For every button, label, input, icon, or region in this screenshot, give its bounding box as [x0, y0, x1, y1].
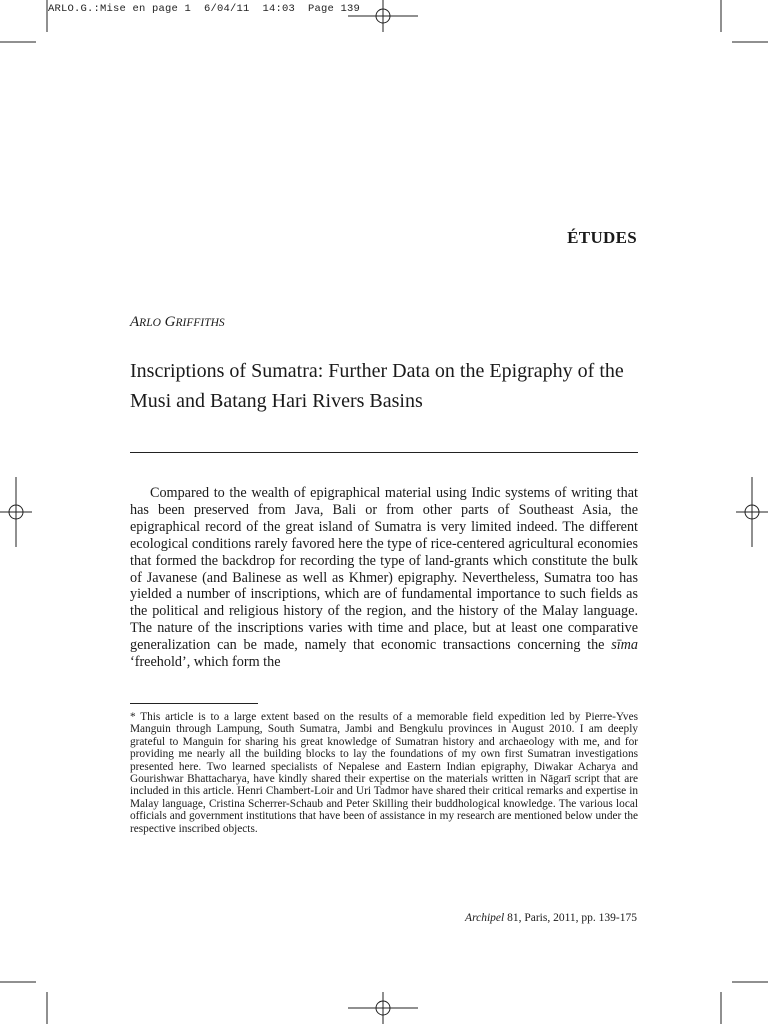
italic-term: sīma [611, 637, 638, 654]
author-last-rest: RIFFITHS [175, 317, 225, 329]
registration-mark-right [736, 477, 768, 547]
footnote: * This article is to a large extent based on the results of a memorable field expedition led by Pierre-Yves Manguin through Lampung, South Sumatra, Jambi and Bengkulu provinces in August 2010. I am deeply grateful to Manguin for sharing his great knowledge of Sumatran history and archaeology with me, and for providing me nearly all the building blocks to lay the foundations of my own first Sumatran investigations presented here. Two learned specialists of Nepalese and Eastern Indian epigraphy, Diwakar Acharya and Gourishwar Bhattacharya, have kindly shared their expertise on the materials written in Nāgarī script that are included in this article. Henri Chambert-Loir and Uri Tadmor have shared their critical remarks and expertise in Malay language, Cristina Scherrer-Schaub and Peter Skilling their buddhological knowledge. The various local officials and government institutions that have been of assistance in my research are mentioned below under the respective inscribed objects. [130, 711, 638, 835]
body-paragraph [130, 485, 638, 671]
author-first-rest: RLO [139, 317, 161, 329]
article-title: Inscriptions of Sumatra: Further Data on the Epigraphy of the Musi and Batang Hari Rivers Basins [130, 360, 624, 412]
section-heading: ÉTUDES [567, 228, 637, 247]
printer-slug: ARLO.G.:Mise en page 1 6/04/11 14:03 Page 139 [48, 3, 361, 15]
title-divider [130, 452, 638, 453]
registration-mark-top [348, 0, 418, 32]
author-first-initial: A [130, 314, 140, 330]
body-text-after: ‘freehold’, which form the [130, 654, 281, 671]
citation-details: 81, Paris, 2011, pp. 139-175 [507, 912, 637, 924]
body-text-before: Compared to the wealth of epigraphical material using Indic systems of writing that has been preserved from Java, Bali or from other parts of Southeast Asia, the epigraphical record of the great island of Sumatra is very limited indeed. The different ecological conditions rarely favored here the type of rice-centered agricultural economies that formed the backdrop for recording the type of land-grants which constitute the bulk of Javanese (and Balinese as well as Khmer) epigraphy. Nevertheless, Sumatra too has yielded a number of inscriptions, which are of fundamental importance to such fields as the political and religious history of the region, and the history of the Malay language. The nature of the inscriptions varies with time and place, but at least one comparative generalization can be made, namely that economic transactions concerning the [130, 485, 638, 654]
journal-citation [465, 912, 637, 924]
journal-name: Archipel [465, 912, 505, 924]
author-name [130, 314, 225, 331]
registration-mark-bottom [348, 992, 418, 1024]
footnote-divider [130, 703, 258, 704]
author-last-initial: G [164, 314, 176, 330]
registration-mark-left [0, 477, 32, 547]
